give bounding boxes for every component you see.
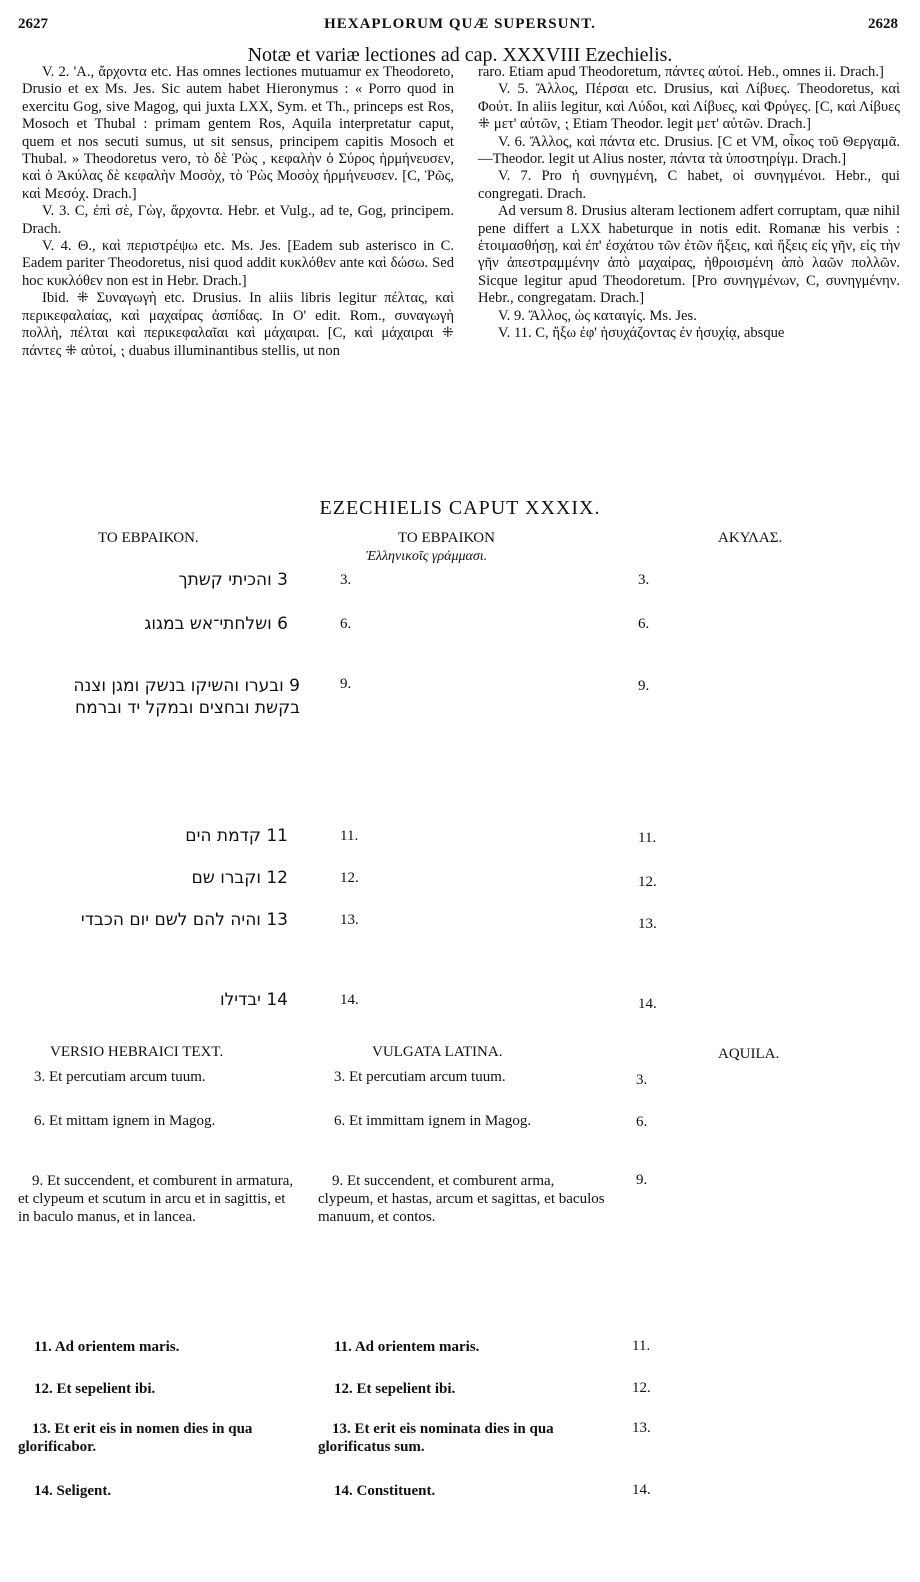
translit-verse-3: 3. xyxy=(340,572,352,588)
hebrew-verse-14: 14 יבדילו xyxy=(219,990,288,1010)
aquila-latin-verse-13: 13. xyxy=(632,1420,651,1436)
page-number-right: 2628 xyxy=(868,16,898,32)
note-paragraph: V. 11. C, ἤξω ἐφ' ἡσυχάζοντας ἐν ἡσυχίᾳ, absque xyxy=(498,325,785,342)
aquila-latin-verse-3: 3. xyxy=(636,1072,648,1088)
vulgata-verse-3: 3. Et percutiam arcum tuum. xyxy=(334,1069,506,1085)
vulgata-verse-11: 11. Ad orientem maris. xyxy=(334,1339,480,1355)
versio-verse-6: 6. Et mittam ignem in Magog. xyxy=(34,1113,216,1129)
note-paragraph: V. 4. Θ., καὶ περιστρέψω etc. Ms. Jes. [Eadem sub asterisco in C. Eadem pariter Theodoretus, nisi quod addit κυκλόθεν ante καὶ δώσω. Sed hoc κυκλόθεν non est in Hebr. Drach.] xyxy=(22,238,454,289)
note-paragraph: V. 6. Ἄλλος, καὶ πάντα etc. Drusius. [C et VM, οἶκος τοῦ Θεργαμᾶ.—Theodor. legit ut Alius noster, πάντα τὰ ὑποστηρίγμ. Drach.] xyxy=(478,133,900,168)
aquila-latin-verse-9: 9. xyxy=(636,1172,648,1188)
hebrew-verse-13: 13 והיה להם לשם יום הכבדי xyxy=(80,910,288,930)
note-paragraph: V. 7. Pro ἡ συνηγμένη, C habet, οἱ συνηγμένοι. Hebr., qui congregati. Drach. xyxy=(478,168,900,202)
hebrew-verse-12: 12 וקברו שם xyxy=(191,868,288,888)
aquila-latin-verse-11: 11. xyxy=(632,1338,651,1354)
aquila-verse-12: 12. xyxy=(638,874,657,890)
hebrew-verse-9: 9 ובערו והשיקו בנשק ומגן וצנה xyxy=(73,676,300,696)
aquila-latin-verse-14: 14. xyxy=(632,1482,651,1498)
hebrew-verse-9-continued: בקשת ובחצים ובמקל יד וברמח xyxy=(75,698,300,718)
versio-verse-11: 11. Ad orientem maris. xyxy=(34,1339,180,1355)
aquila-verse-6: 6. xyxy=(638,616,650,632)
aquila-verse-3: 3. xyxy=(638,572,650,588)
hebrew-verse-11: 11 קדמת הים xyxy=(185,826,288,846)
note-paragraph: Ibid. ⁜ Συναγωγὴ etc. Drusius. In aliis libris legitur πέλτας, καὶ περικεφαλαίας, καὶ μαχαίρας ἀσπίδας. In O' edit. Rom., συναγωγὴ πολλὴ, πέλται καὶ περικεφαλαῖαι καὶ μάχαιραι. [C, καὶ μάχαιραι ⁜ πάντες ⁜ αὐτοί, ⁏ duabus illuminantibus stellis, ut non xyxy=(22,290,454,359)
note-paragraph: V. 3. C, ἐπὶ σὲ, Γὼγ, ἄρχοντα. Hebr. et Vulg., ad te, Gog, principem. Drach. xyxy=(22,203,454,237)
versio-verse-13: 13. Et erit eis in nomen dies in qua glorificabor. xyxy=(18,1421,253,1455)
notes-left-column xyxy=(22,64,454,360)
versio-verse-9: 9. Et succendent, et comburent in armatura, et clypeum et scutum in arcu et in sagittis, et in baculo manus, et in lancea. xyxy=(18,1173,294,1225)
column-header-transliteration: ΤΟ ΕΒΡΑΙΚΟΝ xyxy=(398,530,495,546)
versio-verse-14: 14. Seligent. xyxy=(34,1483,112,1499)
versio-verse-3: 3. Et percutiam arcum tuum. xyxy=(34,1069,206,1085)
aquila-verse-14: 14. xyxy=(638,996,657,1012)
translit-verse-11: 11. xyxy=(340,828,359,844)
chapter-title: EZECHIELIS CAPUT XXXIX. xyxy=(319,497,601,519)
column-header-vulgata: VULGATA LATINA. xyxy=(372,1044,503,1060)
page-number-left: 2627 xyxy=(18,16,48,32)
note-paragraph: V. 9. Ἄλλος, ὡς καταιγίς. Ms. Jes. xyxy=(498,307,697,324)
vulgata-verse-12: 12. Et sepelient ibi. xyxy=(334,1381,456,1397)
aquila-latin-verse-6: 6. xyxy=(636,1114,648,1130)
notes-title: Notæ et variæ lectiones ad cap. XXXVIII Ezechielis. xyxy=(247,44,673,66)
aquila-latin-verse-12: 12. xyxy=(632,1380,651,1396)
note-paragraph: raro. Etiam apud Theodoretum, πάντες αὐτοί. Heb., omnes ii. Drach.] xyxy=(478,64,884,80)
vulgata-verse-9: 9. Et succendent, et comburent arma, clypeum, et hastas, arcum et sagittas, et baculos manuum, et contos. xyxy=(318,1173,605,1225)
running-head xyxy=(0,10,920,34)
notes-right-column xyxy=(478,64,900,343)
translit-verse-13: 13. xyxy=(340,912,359,928)
aquila-verse-11: 11. xyxy=(638,830,657,846)
column-header-hebrew: ΤΟ ΕΒΡΑΙΚΟΝ. xyxy=(98,530,199,546)
column-header-versio: VERSIO HEBRAICI TEXT. xyxy=(50,1044,224,1060)
note-paragraph: Ad versum 8. Drusius alteram lectionem adfert corruptam, quæ nihil pene differt a LXX habeturque in notis edit. Romanæ his verbis : ἑτοιμασθήσῃ, καὶ ἐπ' ἐσχάτου τῶν ἐτῶν ἥξεις, καὶ ἥξεις εἰς γῆν, εἰς τὴν γῆν ἀπεστραμμένην ἀπὸ μαχαίρας, ἠθροισμένη ἀπὸ λαῶν πολλῶν. Sicque legitur apud Theodoretum. [Pro συνηγμένων, C, συνηγμένην. Hebr., congregatam. Drach.] xyxy=(478,203,900,307)
vulgata-verse-6: 6. Et immittam ignem in Magog. xyxy=(334,1113,532,1129)
column-header-aquila: ΑΚΥΛΑΣ. xyxy=(718,530,783,546)
note-paragraph: V. 5. Ἄλλος, Πέρσαι etc. Drusius, καὶ Λίβυες. Theodoretus, καὶ Φούτ. In aliis legitur, καὶ Λύδοι, καὶ Λίβυες, καὶ Φρύγες. [C, καὶ Λίβυες ⁜ μετ' αὐτῶν, ⁏ Etiam Theodor. legit μετ' αὐτῶν. Drach.] xyxy=(478,81,900,133)
translit-verse-9: 9. xyxy=(340,676,352,692)
translit-verse-14: 14. xyxy=(340,992,359,1008)
versio-verse-12: 12. Et sepelient ibi. xyxy=(34,1381,156,1397)
aquila-verse-13: 13. xyxy=(638,916,657,932)
running-title: HEXAPLORUM QUÆ SUPERSUNT. xyxy=(324,16,596,32)
vulgata-verse-13: 13. Et erit eis nominata dies in qua glorificatus sum. xyxy=(318,1421,554,1455)
aquila-verse-9: 9. xyxy=(638,678,650,694)
hebrew-verse-3: 3 והכיתי קשתך xyxy=(178,570,288,590)
vulgata-verse-14: 14. Constituent. xyxy=(334,1483,436,1499)
hebrew-verse-6: 6 ושלחתי־אש במגוג xyxy=(144,614,288,634)
note-paragraph: V. 2. 'Α., ἄρχοντα etc. Has omnes lectiones mutuamur ex Theodoreto, Drusio et ex Ms. Jes. Sic autem habet Hieronymus : « Porro quod in exercitu Gog, sive Magog, qui juxta LXX, Sym. et Th., princeps est Ros, Mosoch et Thubal : primam gentem Ros, Aquila interpretatur caput, quem et nos secuti sumus, ut sit sensus, principem capitis Mosoch et Thubal. » Theodoretus vero, τὸ δὲ Ῥὼς , κεφαλὴν ὁ Σύρος ἡρμήνευσεν, καὶ ὁ Ἀκύλας δὲ κεφαλὴν Μοσὸχ, τὸ Ῥὼς Μοσὸχ ἡρμήνευσεν. [C, Ῥῶς, καὶ Μεσόχ. Drach.] xyxy=(22,64,454,202)
column-subheader-transliteration: Ἑλληνικοῖς γράμμασι. xyxy=(366,549,488,564)
translit-verse-6: 6. xyxy=(340,616,352,632)
translit-verse-12: 12. xyxy=(340,870,359,886)
column-header-aquila-latin: AQUILA. xyxy=(718,1046,780,1062)
